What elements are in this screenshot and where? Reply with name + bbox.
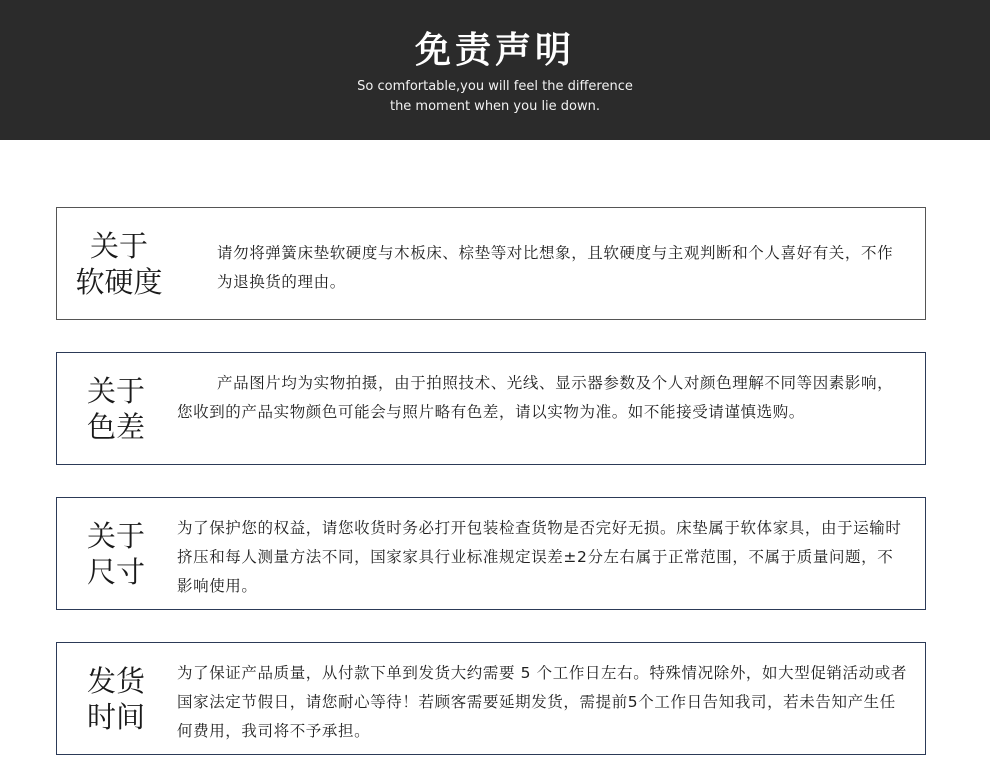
page-title: 免责声明 (414, 29, 575, 71)
subtitle-line-2: the moment when you lie down. (389, 99, 601, 114)
section-text: 为了保护您的权益，请您收货时务必打开包装检查货物是否完好无损。床垫属于软体家具，由于运输时挤压和每人测量方法不同，国家家具行业标准规定误差±2分左右属于正常范围，不属于质量问题，不影响使用。 (177, 519, 902, 595)
subtitle-line-1: So comfortable,you will feel the difference (357, 79, 633, 94)
section-color-difference (56, 352, 926, 465)
section-heading (57, 643, 175, 754)
section-text: 请勿将弹簧床垫软硬度与木板床、棕垫等对比想象，且软硬度与主观判断和个人喜好有关，不作为退换货的理由。 (217, 244, 894, 291)
section-heading (57, 353, 175, 464)
section-heading-line-2: 时间 (86, 699, 145, 734)
section-heading-line-1: 关于 (89, 228, 148, 263)
section-heading-line-1: 发货 (86, 663, 145, 698)
section-hardness (56, 207, 926, 320)
section-heading-line-1: 关于 (86, 373, 145, 408)
section-text: 产品图片均为实物拍摄，由于拍照技术、光线、显示器参数及个人对颜色理解不同等因素影响，您收到的产品实物颜色可能会与照片略有色差，请以实物为准。如不能接受请谨慎选购。 (177, 374, 894, 421)
section-heading-line-2: 尺寸 (86, 554, 145, 589)
section-heading (59, 208, 179, 319)
section-heading-line-2: 色差 (86, 409, 145, 444)
section-heading-line-2: 软硬度 (75, 264, 163, 299)
header-banner (0, 0, 990, 140)
section-heading-line-1: 关于 (86, 518, 145, 553)
section-size (56, 497, 926, 610)
section-shipping-time (56, 642, 926, 755)
section-heading (57, 498, 175, 609)
section-text: 为了保证产品质量，从付款下单到发货大约需要 5 个工作日左右。特殊情况除外，如大型促销活动或者国家法定节假日，请您耐心等待！若顾客需要延期发货，需提前5个工作日告知我司，若未告知产生任何费用，我司将不予承担。 (177, 664, 907, 740)
